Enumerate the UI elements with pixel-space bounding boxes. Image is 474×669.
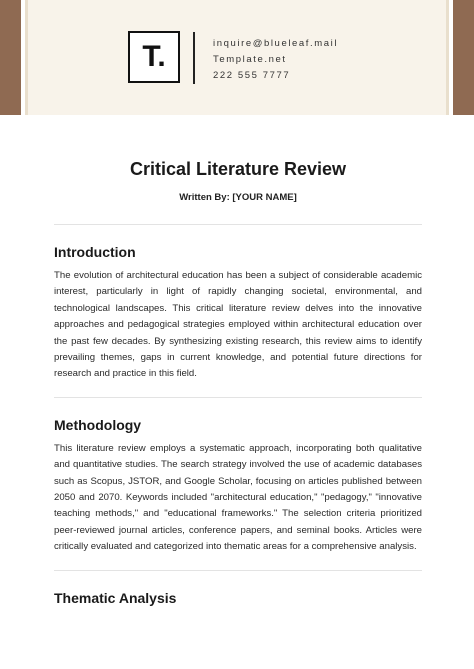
right-brown-band	[453, 0, 474, 115]
section-heading-introduction: Introduction	[54, 244, 136, 260]
contact-website[interactable]: Template.net	[213, 54, 287, 65]
contact-email[interactable]: inquire@blueleaf.mail	[213, 38, 339, 49]
logo-text: T.	[142, 40, 166, 73]
contact-info	[213, 36, 338, 84]
document-body	[54, 115, 422, 606]
section-divider	[54, 570, 422, 571]
section-body-introduction: The evolution of architectural education has been a subject of considerable academic interest, particularly in light of rapidly changing societal, environmental, and technological landscapes. This critical literature review delves into the innovative approaches and pedagogical strategies employed within architectural education over the past few decades. By synthesizing existing research, this review aims to identify prevailing themes, gaps in current knowledge, and potential future directions for research and practice in this field.	[54, 270, 422, 380]
section-heading-thematic-analysis: Thematic Analysis	[54, 589, 177, 606]
author-line: Written By: [YOUR NAME]	[179, 192, 297, 203]
header-divider	[193, 32, 195, 84]
left-brown-band	[0, 0, 21, 115]
section-divider	[54, 224, 422, 225]
company-logo	[128, 31, 180, 83]
contact-phone: 222 555 7777	[213, 70, 291, 81]
section-heading-methodology: Methodology	[54, 416, 142, 433]
letterhead	[25, 0, 449, 115]
section-divider	[54, 397, 422, 398]
section-body-methodology: This literature review employs a systematic approach, incorporating both qualitative and quantitative studies. The search strategy involved the use of academic databases such as Scopus, JSTOR, and Google Scholar, focusing on articles published between 2050 and 2070. Keywords included "architectural education," "pedagogy," "innovative teaching methods," and "educational frameworks." The selection criteria prioritized peer-reviewed journal articles, conference papers, and seminal books. Articles were critically evaluated and categorized into thematic areas for a comprehensive analysis.	[54, 442, 422, 553]
document-title: Critical Literature Review	[129, 159, 347, 179]
